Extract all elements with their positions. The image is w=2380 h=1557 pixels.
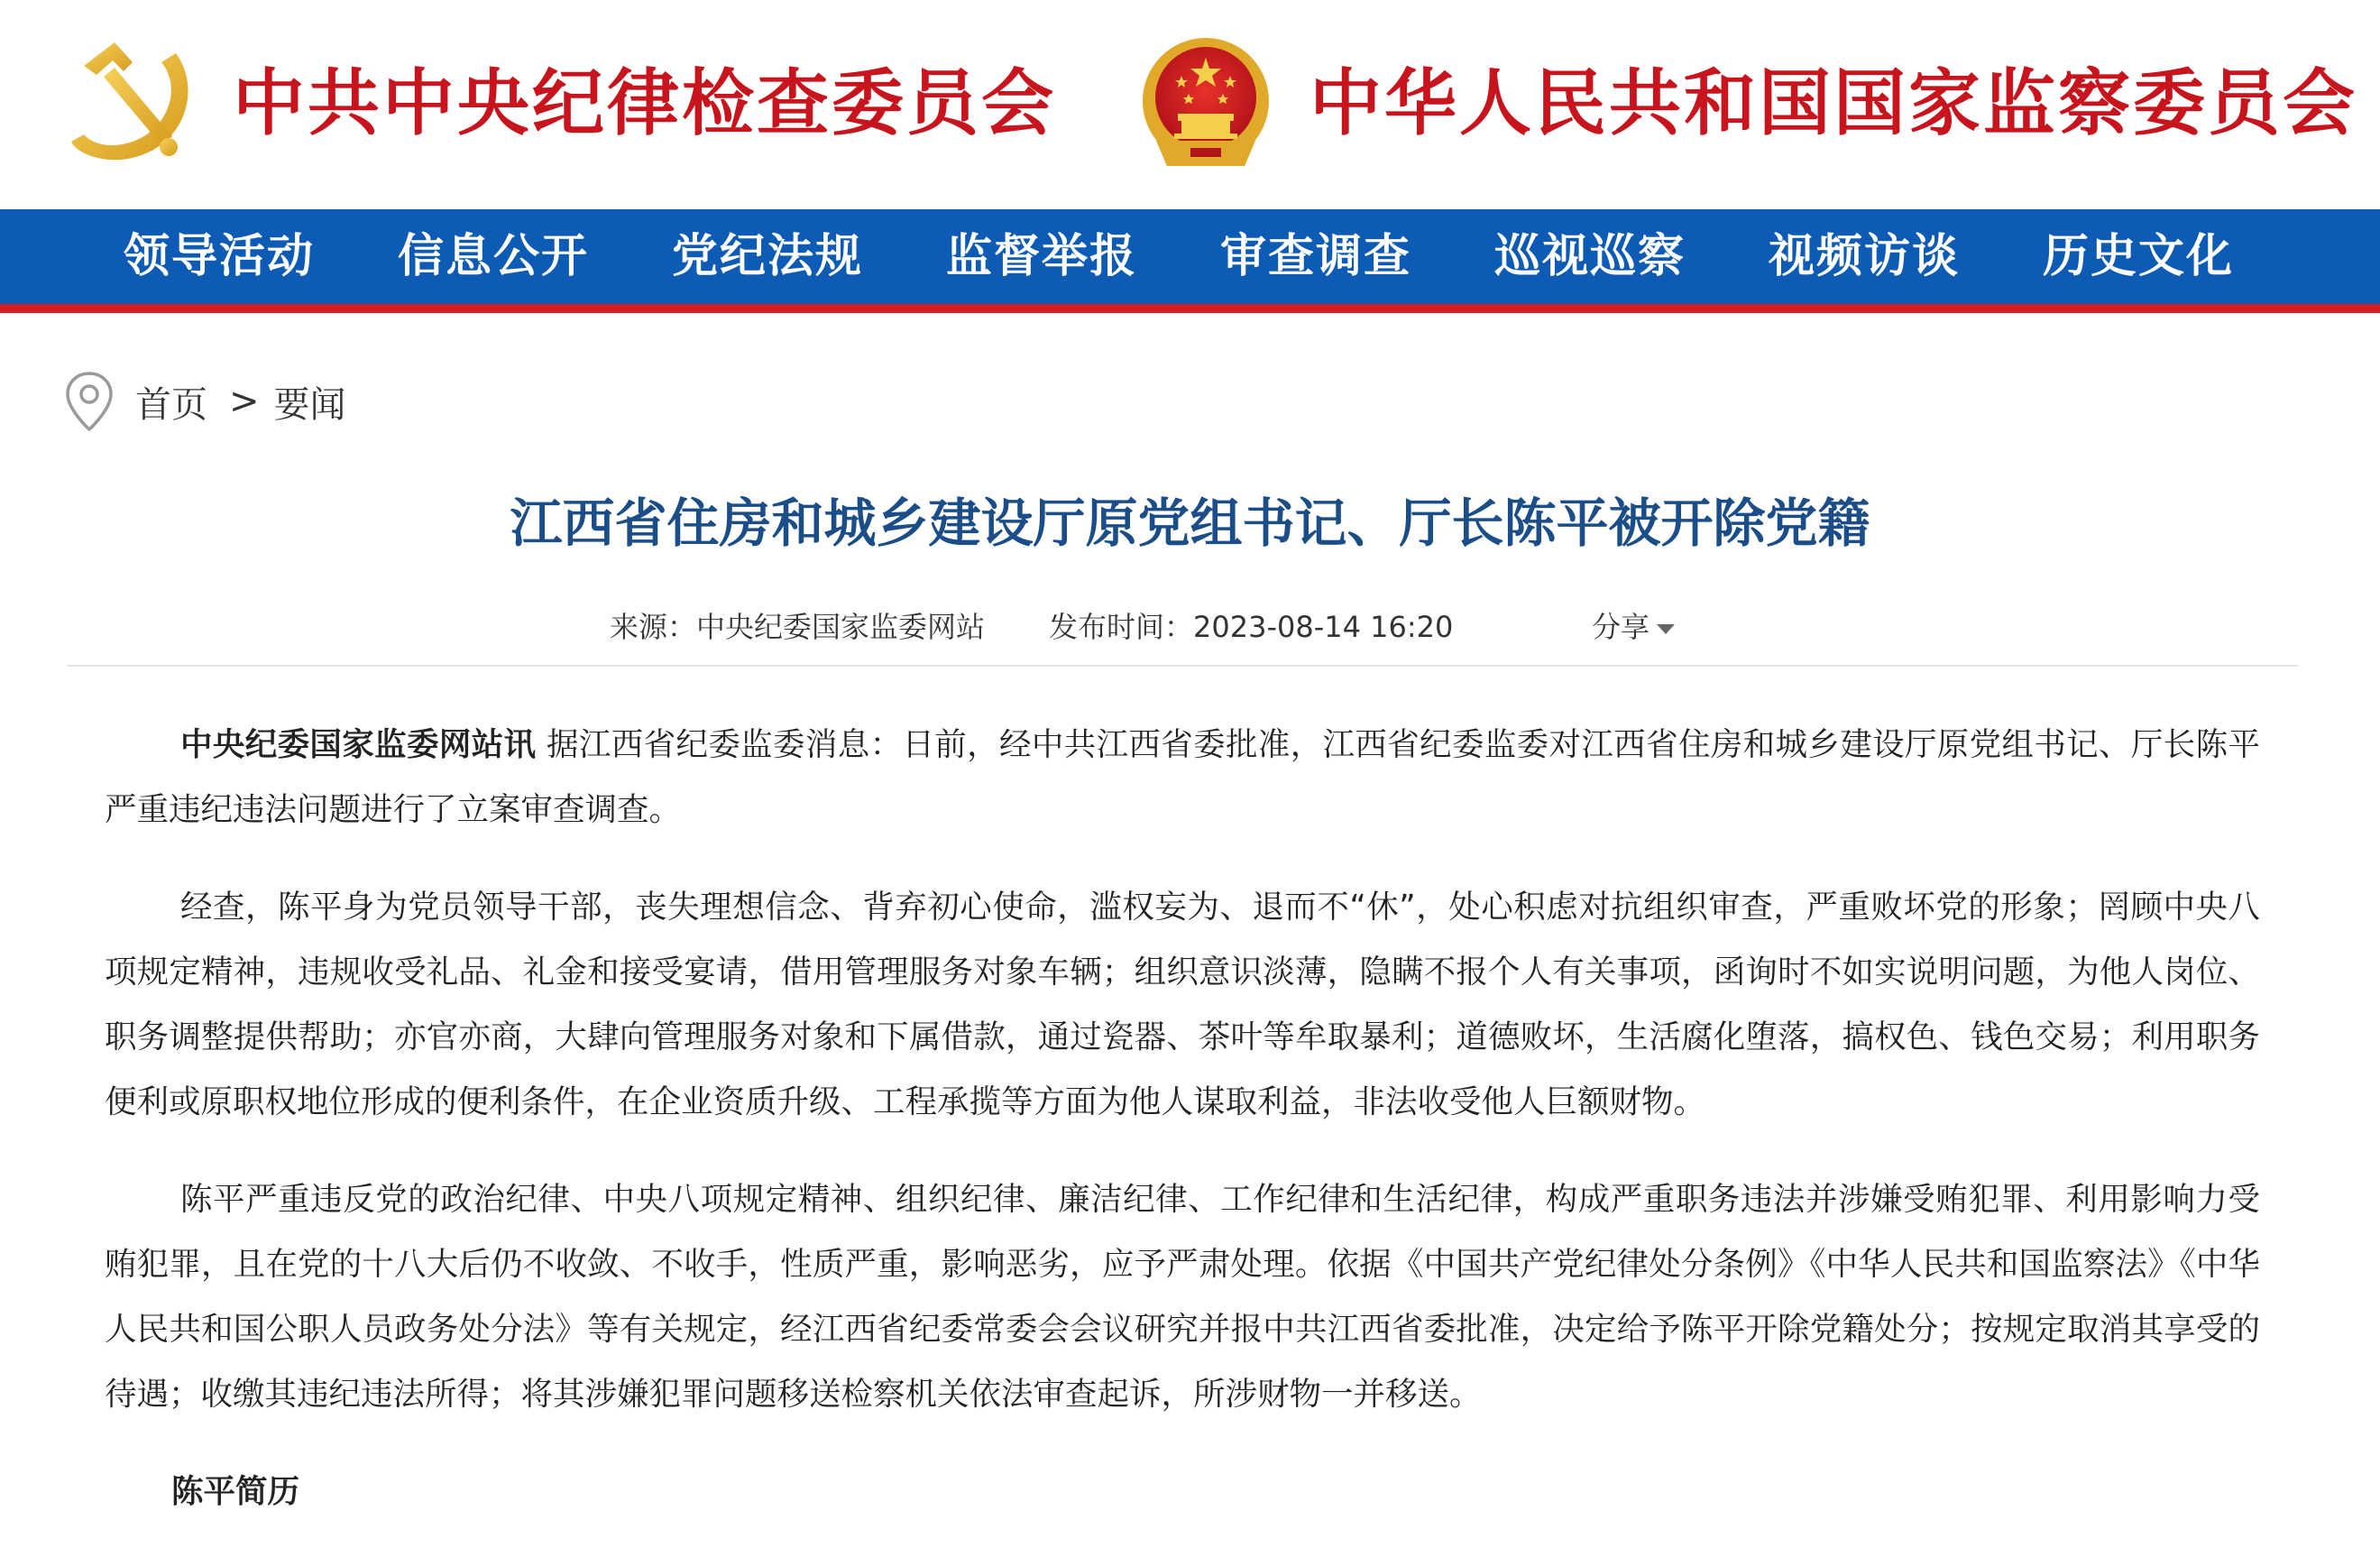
breadcrumb-current-link[interactable]: 要闻 [273,383,346,426]
paragraph-1-text: 据江西省纪委监委消息：日前，经中共江西省委批准，江西省纪委监委对江西省住房和城乡建设厅原党组书记、厅长陈平严重违纪违法问题进行了立案审查调查。 [105,726,2260,828]
site-header [0,0,2380,209]
nav-item-3[interactable]: 党纪法规 [672,229,864,283]
nsc-brand-name: 中华人民共和国国家监察委员会 [1309,60,2357,145]
breadcrumb-home-link[interactable]: 首页 [135,383,207,426]
nav-item-2[interactable]: 信息公开 [398,229,590,283]
publish-time-label: 发布时间： [1049,610,1194,644]
source-info [610,600,985,654]
share-dropdown[interactable] [1592,600,1675,654]
paragraph-3: 陈平严重违反党的政治纪律、中央八项规定精神、组织纪律、廉洁纪律、工作纪律和生活纪律，构成严重职务违法并涉嫌受贿犯罪、利用影响力受贿犯罪，且在党的十八大后仍不收敛、不收手，性质严重，影响恶劣，应予严肃处理。依据《中国共产党纪律处分条例》《中华人民共和国监察法》《中华人民共和国公职人员政务处分法》等有关规定，经江西省纪委常委会会议研究并报中共江西省委批准，决定给予陈平开除党籍处分；按规定取消其享受的待遇；收缴其违纪违法所得；将其涉嫌犯罪问题移送检察机关依法审查起诉，所涉财物一并移送。 [105,1181,2260,1413]
source-label: 来源： [610,610,697,644]
share-label: 分享 [1592,610,1650,644]
nsc-logo-link[interactable] [1138,13,2357,193]
paragraph-2: 经查，陈平身为党员领导干部，丧失理想信念、背弃初心使命，滥权妄为、退而不“休”，处心积虑对抗组织审查，严重败坏党的形象；罔顾中央八项规定精神，违规收受礼品、礼金和接受宴请，借用管理服务对象车辆；组织意识淡薄，隐瞒不报个人有关事项，函询时不如实说明问题，为他人岗位、职务调整提供帮助；亦官亦商，大肆向管理服务对象和下属借款，通过瓷器、茶叶等牟取暴利；道德败坏，生活腐化堕落，搞权色、钱色交易；利用职务便利或原职权地位形成的便利条件，在企业资质升级、工程承揽等方面为他人谋取利益，非法收受他人巨额财物。 [105,889,2260,1120]
breadcrumb [63,365,346,438]
paragraph-1 [105,713,2260,843]
caret-down-icon [1657,624,1675,634]
nav-item-4[interactable]: 监督举报 [946,229,1138,283]
article-meta [0,600,2380,654]
nav-item-1[interactable]: 领导活动 [124,229,316,283]
breadcrumb-separator: > [229,381,260,422]
nav-item-6[interactable]: 巡视巡察 [1494,229,1686,283]
nav-item-5[interactable]: 审查调查 [1220,229,1412,283]
article-title: 江西省住房和城乡建设厅原党组书记、厅长陈平被开除党籍 [510,493,1870,554]
resume-heading: 陈平简历 [171,1473,300,1510]
location-pin-icon [63,370,115,433]
party-emblem-icon [68,35,198,170]
nav-list [0,209,2380,304]
main-nav [0,209,2380,313]
publish-time-info [1049,600,1453,654]
nav-item-8[interactable]: 历史文化 [2043,229,2235,283]
nav-item-7[interactable]: 视频访谈 [1769,229,1961,283]
ccdi-logo-link[interactable] [68,13,1056,193]
lead-source: 中央纪委国家监委网站讯 [180,726,537,763]
source-value: 中央纪委国家监委网站 [696,610,986,644]
ccdi-brand-name: 中共中央纪律检查委员会 [233,60,1056,145]
meta-divider [67,665,2298,667]
national-emblem-icon [1138,31,1273,175]
article-body [105,713,2260,1557]
publish-time-value: 2023-08-14 16:20 [1193,610,1454,644]
